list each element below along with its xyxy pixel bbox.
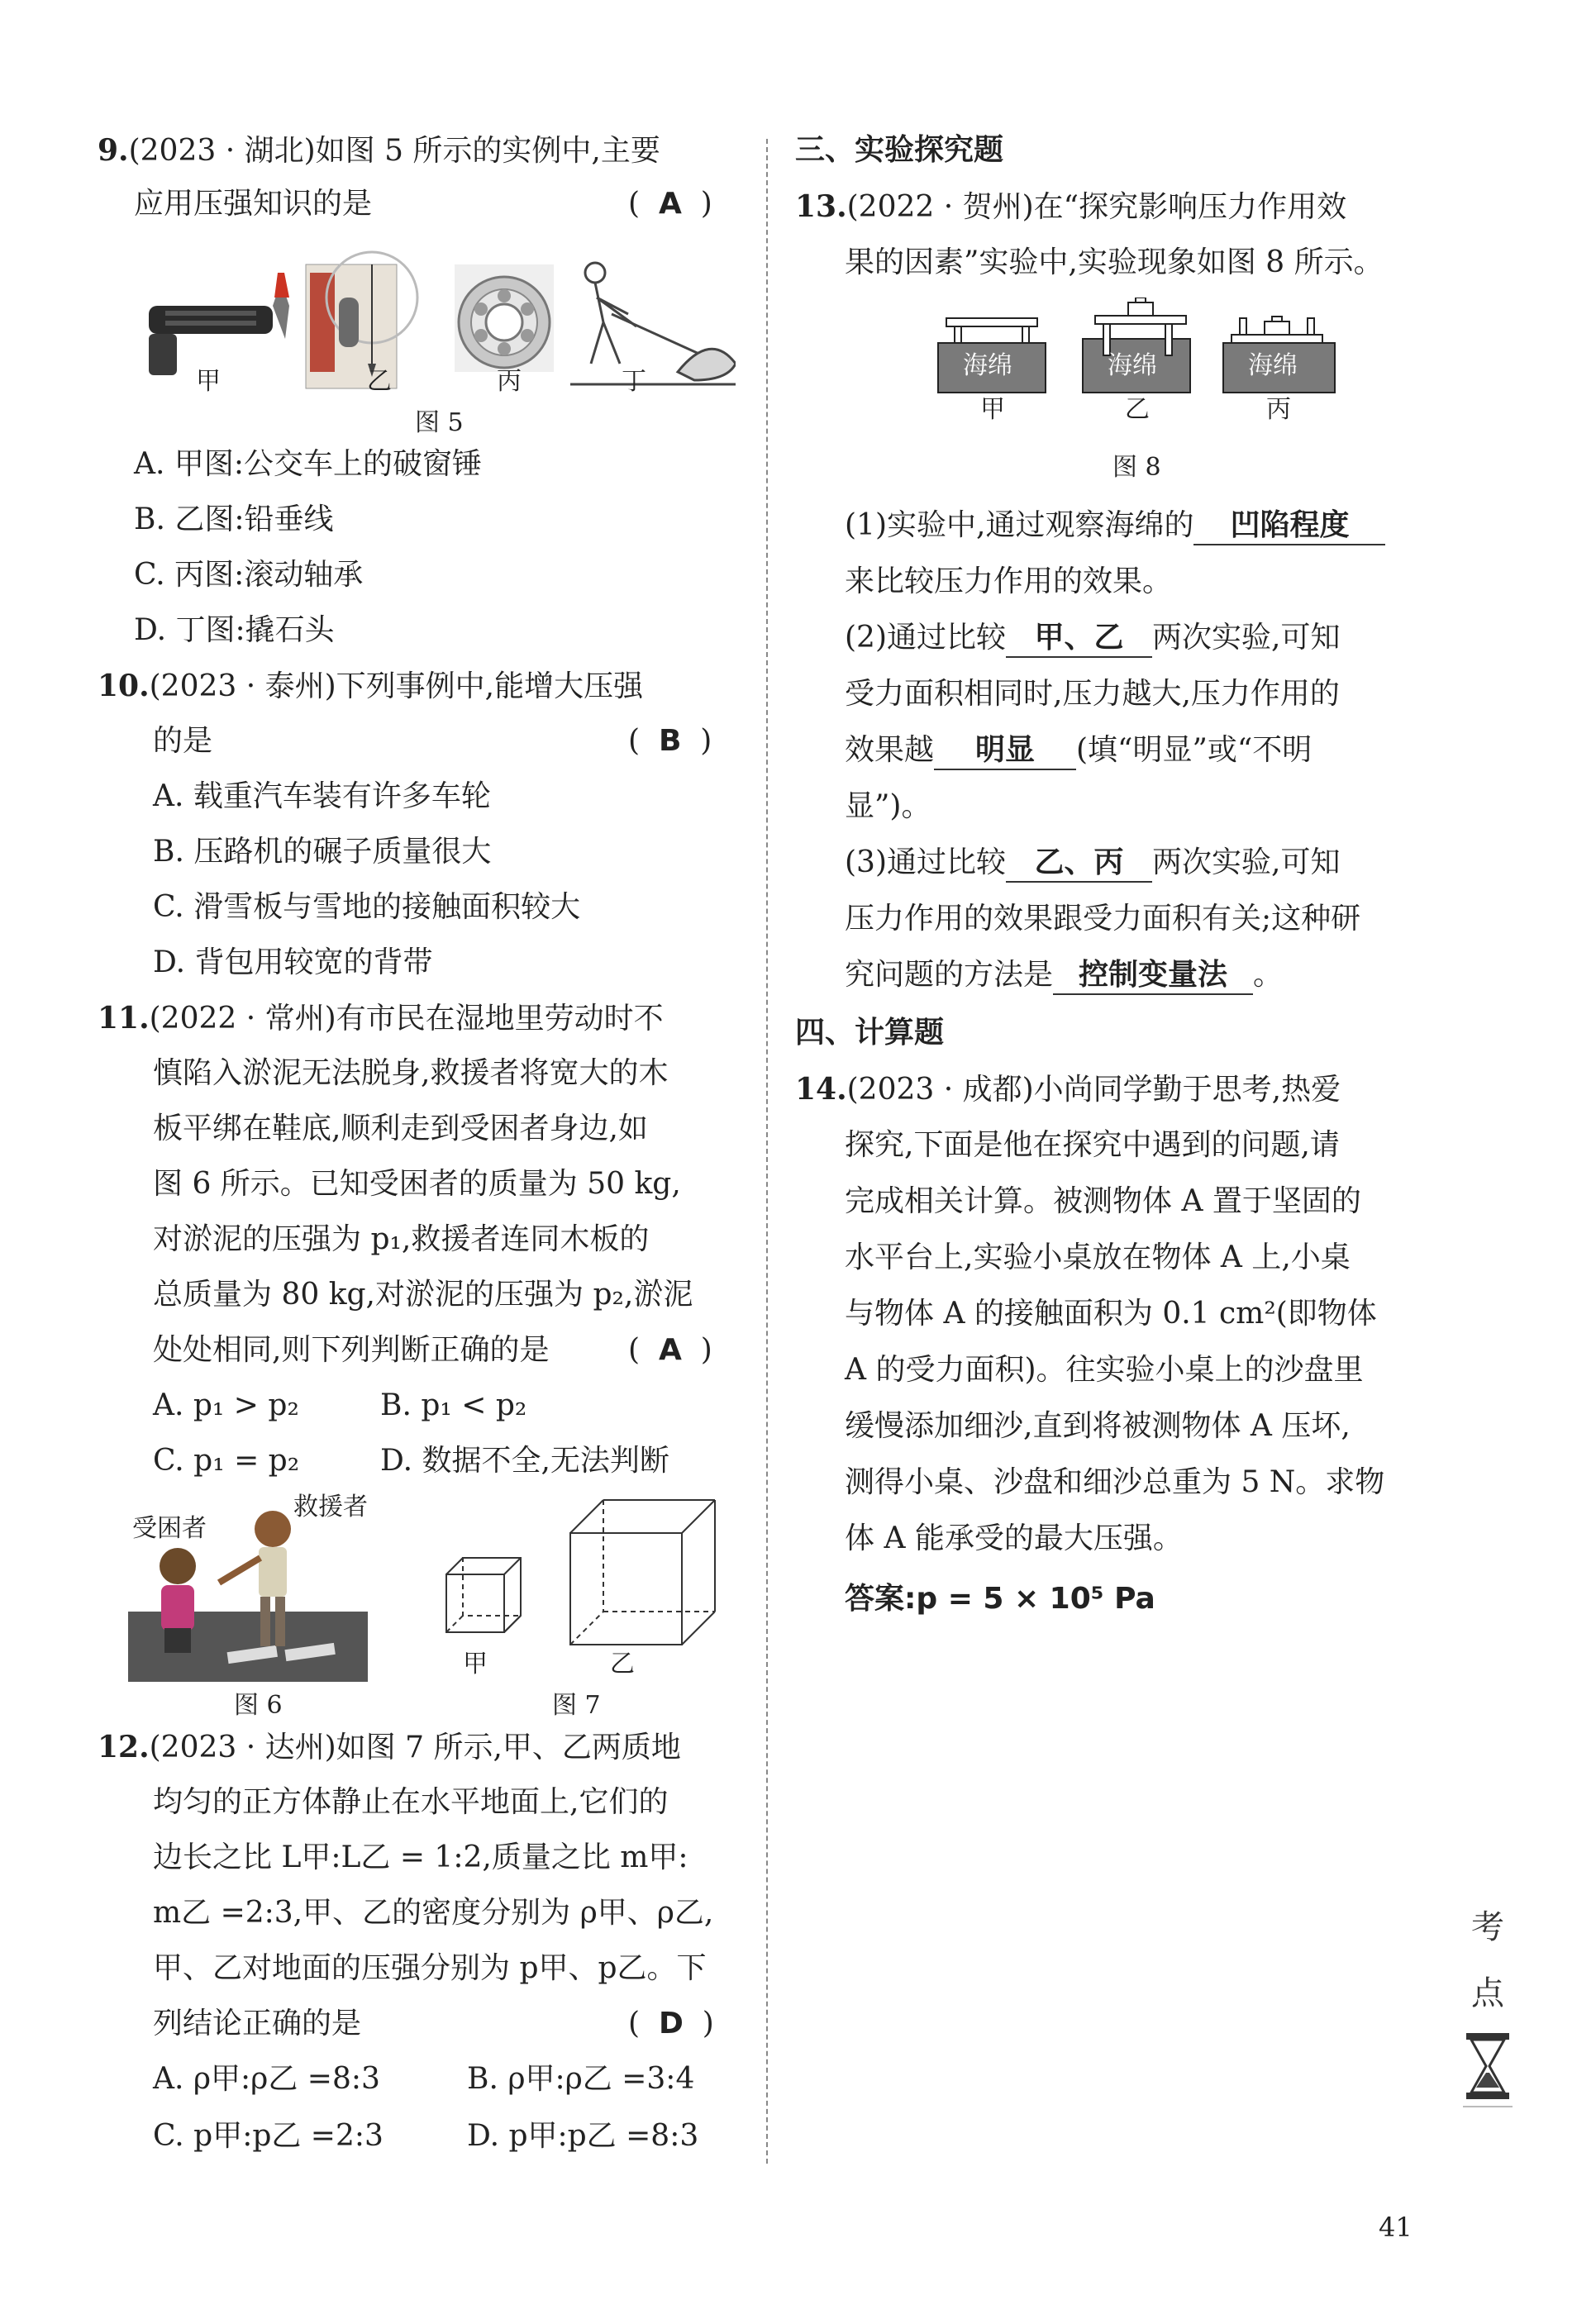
q14-line4: 水平台上,实验小桌放在物体 A 上,小桌 (845, 1240, 1351, 1274)
q12-line3: 边长之比 L甲:L乙 = 1:2,质量之比 m甲: (153, 1840, 688, 1874)
q11-line4: 图 6 所示。已知受困者的质量为 50 kg, (153, 1167, 681, 1201)
q9-line2: 应用压强知识的是 (134, 187, 373, 221)
side-tab-underline (1463, 2106, 1513, 2107)
q14-line7: 缓慢添加细沙,直到将被测物体 A 压坏, (845, 1409, 1351, 1443)
fig5-label-bing: 丙 (497, 367, 522, 396)
fig8-label-yi: 乙 (1125, 395, 1150, 424)
q12-line6: 列结论正确的是 (153, 2007, 362, 2040)
q13-blank-4: 乙、丙 (1006, 845, 1152, 883)
hourglass-icon (1465, 2033, 1511, 2099)
q9-option-c: C. 丙图:滚动轴承 (134, 558, 364, 592)
q13-number: 13. (795, 189, 847, 224)
fig8-label-bing: 丙 (1266, 395, 1291, 424)
q11-option-d: D. 数据不全,无法判断 (380, 1444, 669, 1478)
fig7-caption: 图 7 (552, 1691, 601, 1720)
q13-blank-2: 甲、乙 (1006, 620, 1152, 658)
page-number: 41 (1379, 2212, 1413, 2243)
q12-line5: 甲、乙对地面的压强分别为 p甲、p乙。下 (153, 1951, 707, 1985)
q14-line3: 完成相关计算。被测物体 A 置于坚固的 (845, 1184, 1361, 1218)
rolling-bearing-icon (455, 264, 554, 372)
q11-line3: 板平绑在鞋底,顺利走到受困者身边,如 (153, 1112, 648, 1145)
q9-option-d: D. 丁图:撬石头 (134, 613, 335, 647)
q11-line6: 总质量为 80 kg,对淤泥的压强为 p₂,淤泥 (153, 1278, 693, 1312)
q11-line7: 处处相同,则下列判断正确的是 (153, 1333, 550, 1367)
large-cube-icon (570, 1500, 715, 1645)
fig5-caption: 图 5 (415, 408, 464, 437)
side-tab-char-2: 点 (1471, 1974, 1504, 2012)
q11-answer: A (658, 1333, 682, 1367)
q10-answer-paren: ( B ) (628, 724, 712, 758)
q10-option-b: B. 压路机的碾子质量很大 (153, 835, 492, 869)
q10-answer: B (658, 724, 682, 758)
q11-line2: 慎陷入淤泥无法脱身,救援者将宽大的木 (153, 1056, 669, 1090)
q13-part3-line1: (3)通过比较 乙、丙 两次实验,可知 (845, 845, 1340, 883)
q9-answer-paren: ( A ) (628, 187, 712, 221)
q12-line1: 12.(2023 · 达州)如图 7 所示,甲、乙两质地 (98, 1730, 681, 1764)
q13-part3-line2: 压力作用的效果跟受力面积有关;这种研 (845, 902, 1361, 936)
q11-option-c: C. p₁ = p₂ (153, 1444, 300, 1478)
q10-option-d: D. 背包用较宽的背带 (153, 945, 433, 979)
fig6-victim-label: 受困者 (132, 1514, 207, 1543)
q11-option-b: B. p₁ < p₂ (380, 1388, 527, 1422)
q11-answer-paren: ( A ) (628, 1333, 712, 1367)
q13-part2-line3: 效果越 明显 (填“明显”或“不明 (845, 732, 1312, 770)
q13-part1-line2: 来比较压力作用的效果。 (845, 564, 1173, 598)
q13-part2-line1: (2)通过比较 甲、乙 两次实验,可知 (845, 620, 1340, 658)
q14-answer: p = 5 × 10⁵ Pa (916, 1582, 1155, 1616)
q13-blank-5: 控制变量法 (1053, 957, 1253, 995)
fig5-label-ding: 丁 (622, 367, 646, 396)
q14-answer-line (845, 1580, 1155, 1617)
plumb-line-icon (306, 252, 417, 388)
q9-number: 9. (98, 133, 129, 168)
q11-number: 11. (98, 1001, 150, 1036)
fig8-caption: 图 8 (1112, 453, 1161, 482)
fig7-label-jia: 甲 (463, 1650, 488, 1679)
victim-figure-icon (160, 1548, 196, 1653)
q14-line6: A 的受力面积)。往实验小桌上的沙盘里 (845, 1353, 1364, 1387)
q10-option-a: A. 载重汽车装有许多车轮 (153, 779, 491, 813)
fig8-sponge-label-bing: 海绵 (1248, 351, 1298, 380)
q14-line2: 探究,下面是他在探究中遇到的问题,请 (845, 1128, 1340, 1162)
fig5-label-yi: 乙 (367, 367, 392, 396)
q12-answer-paren: ( D ) (628, 2007, 714, 2040)
q9-option-b: B. 乙图:铅垂线 (134, 502, 334, 536)
q10-option-c: C. 滑雪板与雪地的接触面积较大 (153, 890, 581, 924)
q13-blank-3: 明显 (934, 732, 1076, 770)
fig8-sponge-label-jia: 海绵 (963, 351, 1012, 380)
q13-part2-line4: 显”)。 (845, 789, 931, 823)
q12-option-b: B. ρ甲:ρ乙 =3:4 (467, 2062, 695, 2096)
q13-part2-line2: 受力面积相同时,压力越大,压力作用的 (845, 677, 1340, 711)
fig6-caption: 图 6 (234, 1691, 283, 1720)
q12-option-c: C. p甲:p乙 =2:3 (153, 2119, 384, 2153)
section-3-title: 三、实验探究题 (795, 133, 1004, 167)
q10-line2: 的是 (153, 724, 213, 758)
q11-line1: 11.(2022 · 常州)有市民在湿地里劳动时不 (98, 1001, 664, 1036)
q10-number: 10. (98, 669, 150, 703)
fig6-rescuer-label: 救援者 (293, 1493, 368, 1521)
q13-line2: 果的因素”实验中,实验现象如图 8 所示。 (845, 245, 1384, 279)
window-hammer-icon (149, 273, 289, 375)
q14-line5: 与物体 A 的接触面积为 0.1 cm²(即物体 (845, 1297, 1377, 1331)
fig5-label-jia: 甲 (196, 367, 221, 396)
q14-line9: 体 A 能承受的最大压强。 (845, 1521, 1183, 1555)
q13-line1: 13.(2022 · 贺州)在“探究影响压力作用效 (795, 189, 1347, 224)
small-cube-icon (446, 1558, 521, 1632)
q12-option-d: D. p甲:p乙 =8:3 (467, 2119, 699, 2153)
q14-answer-label: 答案: (845, 1582, 917, 1616)
fig7-label-yi: 乙 (610, 1650, 635, 1679)
section-4-title: 四、计算题 (795, 1016, 945, 1050)
q14-number: 14. (795, 1072, 847, 1107)
q12-answer: D (658, 2007, 684, 2040)
q14-line1: 14.(2023 · 成都)小尚同学勤于思考,热爱 (795, 1072, 1341, 1107)
q12-line2: 均匀的正方体静止在水平地面上,它们的 (153, 1785, 669, 1819)
q13-part3-line3: 究问题的方法是 控制变量法 。 (845, 957, 1283, 995)
figure-7 (438, 1496, 719, 1661)
q12-number: 12. (98, 1730, 150, 1764)
q11-line5: 对淤泥的压强为 p₁,救援者连同木板的 (153, 1222, 650, 1256)
q10-line1: 10.(2023 · 泰州)下列事例中,能增大压强 (98, 669, 644, 703)
q9-line1: 9.(2023 · 湖北)如图 5 所示的实例中,主要 (98, 133, 660, 168)
q13-part1-line1: (1)实验中,通过观察海绵的 凹陷程度 (845, 507, 1385, 545)
fig8-label-jia: 甲 (980, 395, 1005, 424)
q12-option-a: A. ρ甲:ρ乙 =8:3 (153, 2062, 380, 2096)
q14-line8: 测得小桌、沙盘和细沙总重为 5 N。求物 (845, 1465, 1385, 1499)
fig8-sponge-label-yi: 海绵 (1108, 351, 1157, 380)
q9-answer: A (658, 187, 682, 221)
q11-option-a: A. p₁ > p₂ (153, 1388, 299, 1422)
lever-stone-icon (570, 263, 736, 384)
q13-blank-1: 凹陷程度 (1193, 507, 1385, 545)
q12-line4: m乙 =2:3,甲、乙的密度分别为 ρ甲、ρ乙, (153, 1896, 714, 1930)
side-tab-char-1: 考 (1471, 1908, 1504, 1946)
column-divider (766, 139, 768, 2164)
q9-option-a: A. 甲图:公交车上的破窗锤 (134, 447, 483, 481)
